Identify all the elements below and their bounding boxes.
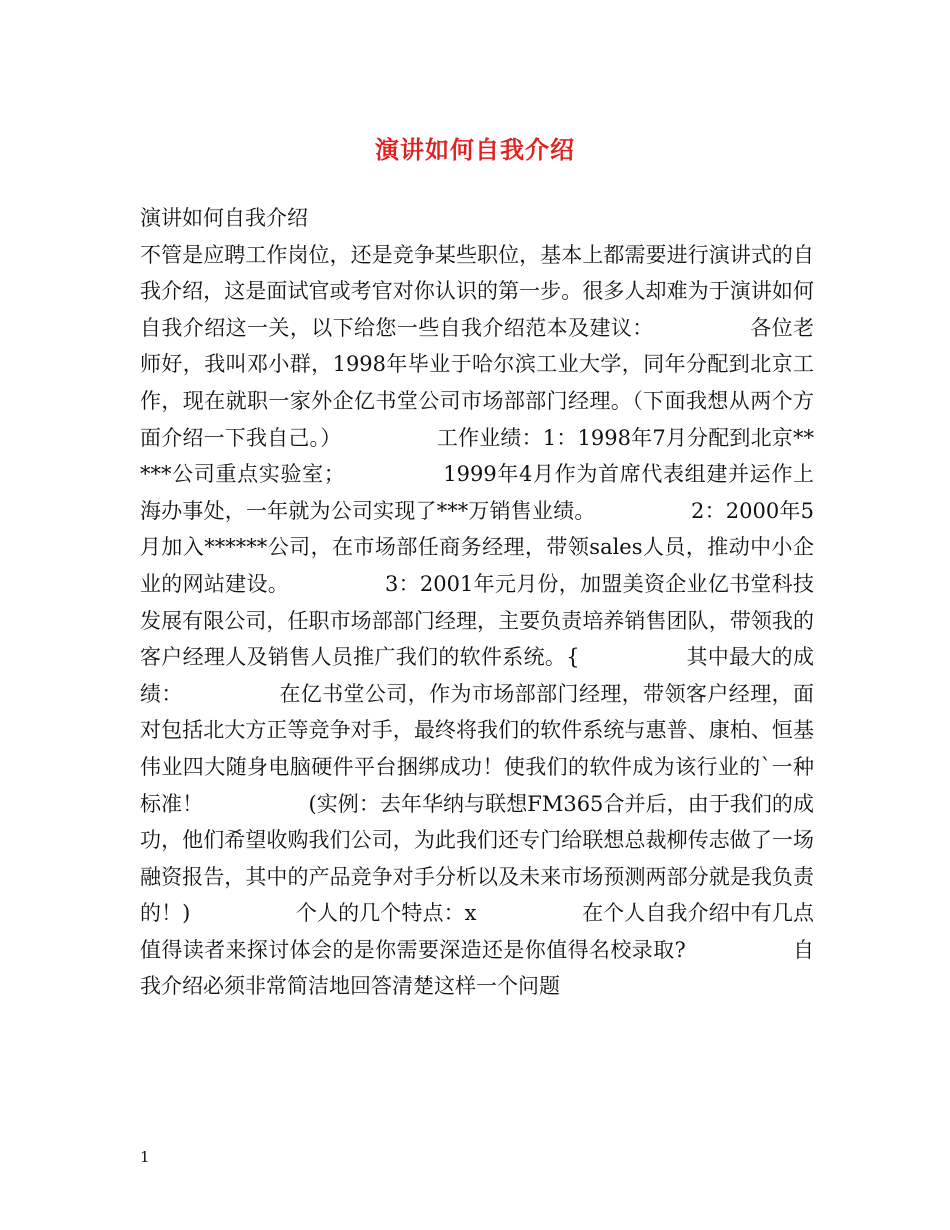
subtitle-line: 演讲如何自我介绍 <box>140 206 308 230</box>
page-title: 演讲如何自我介绍 <box>375 135 575 164</box>
page-number: 1 <box>140 1148 150 1166</box>
body-paragraph: 不管是应聘工作岗位，还是竞争某些职位，基本上都需要进行演讲式的自我介绍，这是面试官或考官对你认识的第一步。很多人却难为于演讲如何自我介绍这一关，以下给您一些自我介绍范本及建议： 各位老师好，我叫邓小群，1998年毕业于哈尔滨工业大学，同年分配到北京工作，现在就职一家外企亿书堂公司市场部部门经理。（下面我想从两个方面介绍一下我自己。） 工作业绩：1：1998年7月分配到北京*****公司重点实验室； 1999年4月作为首席代表组建并运作上海办事处，一年就为公司实现了***万销售业绩。 2：2000年5月加入******公司，在市场部任商务经理，带领sales人员，推动中小企业的网站建设。 3：2001年元月份，加盟美资企业亿书堂科技发展有限公司，任职市场部部门经理，主要负责培养销售团队，带领我的客户经理人及销售人员推广我们的软件系统。{ 其中最大的成绩： 在亿书堂公司，作为市场部部门经理，带领客户经理，面对包括北大方正等竞争对手，最终将我们的软件系统与惠普、康柏、恒基伟业四大随身电脑硬件平台捆绑成功！使我们的软件成为该行业的`一种标准！ (实例：去年华纳与联想FM365合并后，由于我们的成功，他们希望收购我们公司，为此我们还专门给联想总裁柳传志做了一场融资报告，其中的产品竞争对手分析以及未来市场预测两部分就是我负责的！) 个人的几个特点：x 在个人自我介绍中有几点值得读者来探讨体会的是你需要深造还是你值得名校录取? 自我介绍必须非常简洁地回答清楚这样一个问题 <box>140 242 814 999</box>
document-body <box>140 200 814 1005</box>
